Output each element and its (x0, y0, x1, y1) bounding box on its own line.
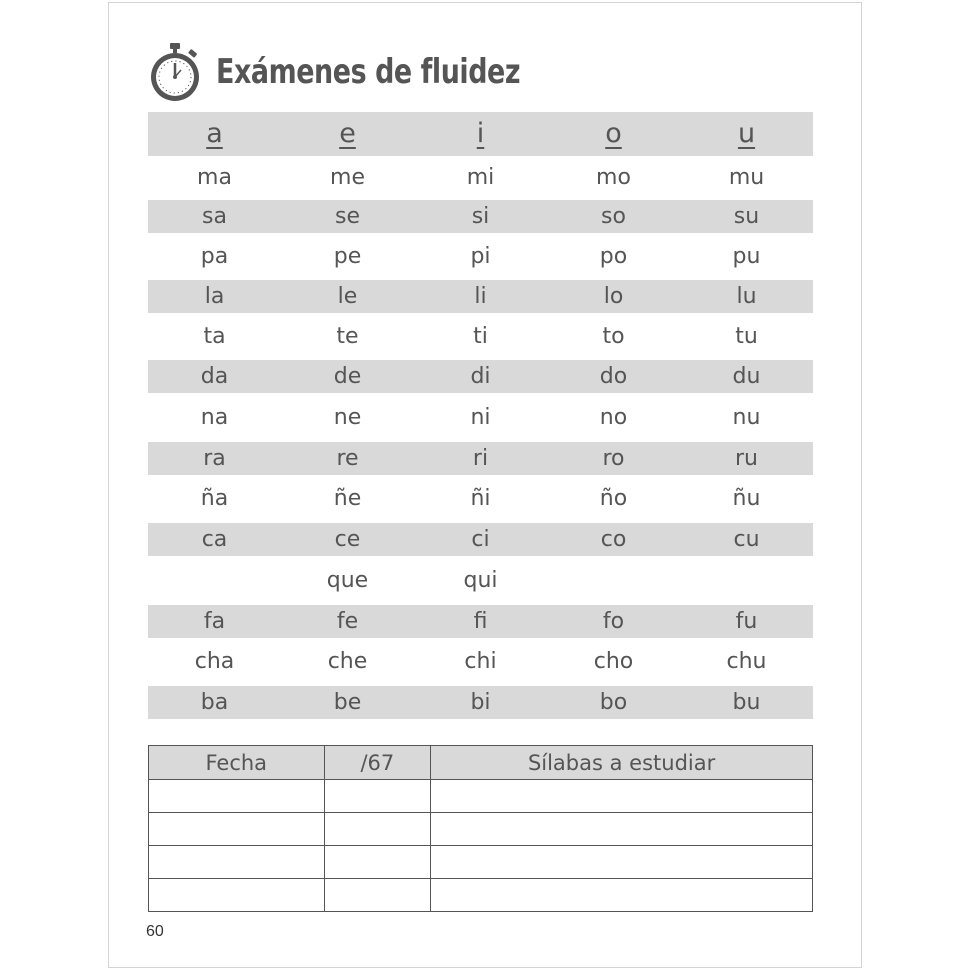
syllable-cell: ti (473, 324, 488, 349)
page-number: 60 (146, 923, 164, 940)
syllable-row (148, 320, 813, 353)
syllable-row (148, 523, 813, 556)
syllable-cell (148, 564, 281, 597)
vowel-cell: a (206, 118, 223, 149)
syllable-cell: ñe (333, 486, 362, 511)
vowel-header-row (148, 112, 813, 156)
syllable-cell: re (336, 446, 359, 471)
syllable-cell: ñu (732, 486, 761, 511)
title-block (148, 42, 562, 102)
syllable-cell: la (204, 284, 225, 309)
syllable-row (148, 280, 813, 313)
syllable-cell: na (200, 405, 229, 430)
syllable-cell: cu (733, 527, 760, 552)
syllable-cell: fu (735, 609, 758, 634)
progress-log-table (148, 745, 813, 912)
syllable-cell: ñi (470, 486, 491, 511)
syllable-row (148, 686, 813, 719)
page-title: Exámenes de fluidez (216, 52, 521, 92)
syllable-row (148, 605, 813, 638)
syllable-cell: bi (470, 690, 491, 715)
stopwatch-icon (148, 42, 202, 102)
syllables-cell[interactable] (431, 846, 813, 879)
syllables-to-study-column-header: Sílabas a estudiar (431, 746, 813, 780)
syllable-cell: fe (336, 609, 359, 634)
syllable-cell: be (333, 690, 362, 715)
vowel-cell: i (476, 118, 485, 149)
syllables-cell[interactable] (431, 780, 813, 813)
syllable-cell: so (601, 204, 626, 229)
syllable-row (148, 200, 813, 233)
log-row (149, 879, 813, 912)
syllable-cell: mi (466, 165, 495, 190)
log-row (149, 780, 813, 813)
syllable-cell: po (599, 244, 628, 269)
syllable-cell: da (200, 364, 229, 389)
syllable-cell: te (336, 324, 359, 349)
syllable-cell: ba (200, 690, 229, 715)
syllable-cell: chu (726, 649, 767, 674)
syllable-cell: fi (473, 609, 488, 634)
score-cell[interactable] (324, 846, 431, 879)
date-cell[interactable] (149, 780, 325, 813)
log-row (149, 813, 813, 846)
score-cell[interactable] (324, 879, 431, 912)
syllable-cell: di (470, 364, 491, 389)
syllable-cell: ca (201, 527, 228, 552)
syllable-cell: ma (197, 165, 232, 190)
syllable-cell: tu (735, 324, 758, 349)
syllable-cell: cha (194, 649, 235, 674)
syllable-row (148, 240, 813, 273)
score-cell[interactable] (324, 780, 431, 813)
syllable-cell: co (600, 527, 627, 552)
syllable-cell: cho (593, 649, 634, 674)
syllable-cell: ra (203, 446, 226, 471)
syllable-cell: pa (200, 244, 229, 269)
syllable-cell: ru (735, 446, 758, 471)
date-column-header: Fecha (149, 746, 325, 780)
syllable-row (148, 564, 813, 597)
syllable-cell (680, 564, 813, 597)
syllable-cell: ro (602, 446, 625, 471)
syllable-cell: que (326, 568, 369, 593)
syllable-cell: chi (464, 649, 497, 674)
syllable-cell: pe (333, 244, 362, 269)
syllable-cell: fo (602, 609, 625, 634)
syllable-cell: ne (333, 405, 362, 430)
syllable-row (148, 482, 813, 515)
syllable-cell: lu (736, 284, 757, 309)
syllable-cell: bo (599, 690, 628, 715)
syllable-cell: che (327, 649, 368, 674)
syllable-cell: pu (732, 244, 761, 269)
date-cell[interactable] (149, 879, 325, 912)
syllable-row (148, 645, 813, 678)
syllable-cell: du (732, 364, 761, 389)
syllable-cell: do (599, 364, 628, 389)
syllables-cell[interactable] (431, 813, 813, 846)
syllable-row (148, 161, 813, 194)
syllable-cell: ni (470, 405, 491, 430)
syllable-cell: le (337, 284, 358, 309)
syllable-cell: to (602, 324, 625, 349)
syllable-cell: ce (334, 527, 361, 552)
syllable-cell: li (474, 284, 487, 309)
score-column-header: /67 (324, 746, 431, 780)
syllable-cell: me (330, 165, 365, 190)
syllable-row (148, 442, 813, 475)
syllable-cell: pi (470, 244, 491, 269)
syllable-row (148, 401, 813, 434)
log-row (149, 846, 813, 879)
syllable-cell: se (335, 204, 360, 229)
syllable-cell: mo (596, 165, 631, 190)
syllable-cell: sa (202, 204, 227, 229)
date-cell[interactable] (149, 846, 325, 879)
vowel-cell: e (339, 118, 356, 149)
syllable-cell: mu (728, 165, 765, 190)
syllable-cell: si (471, 204, 490, 229)
syllable-row (148, 360, 813, 393)
syllable-cell (547, 564, 680, 597)
vowel-cell: o (605, 118, 622, 149)
syllables-cell[interactable] (431, 879, 813, 912)
syllable-cell: de (333, 364, 362, 389)
syllable-cell: bu (732, 690, 761, 715)
vowel-cell: u (737, 118, 756, 149)
syllable-cell: lo (603, 284, 624, 309)
log-header-row (149, 746, 813, 780)
syllable-cell: ña (200, 486, 229, 511)
syllable-cell: qui (463, 568, 498, 593)
syllable-cell: ri (472, 446, 489, 471)
syllable-cell: fa (203, 609, 226, 634)
syllable-cell: no (599, 405, 628, 430)
date-cell[interactable] (149, 813, 325, 846)
score-cell[interactable] (324, 813, 431, 846)
syllable-cell: ci (471, 527, 490, 552)
syllable-cell: su (733, 204, 760, 229)
syllable-cell: nu (732, 405, 761, 430)
syllable-cell: ño (599, 486, 628, 511)
syllable-cell: ta (203, 324, 226, 349)
